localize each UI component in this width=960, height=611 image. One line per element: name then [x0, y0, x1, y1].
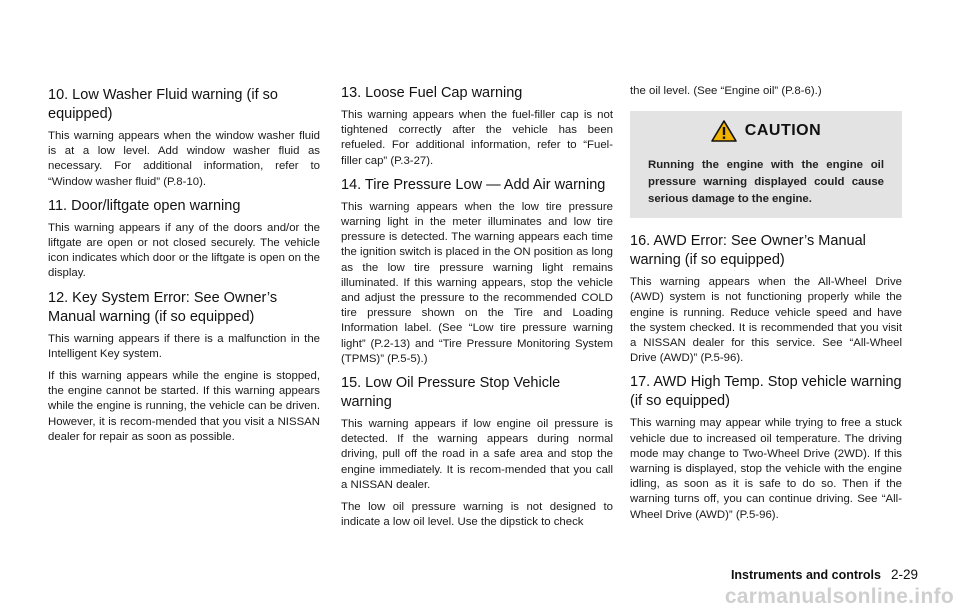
paragraph-16: This warning appears when the All-Wheel Drive (AWD) system is not functioning properly while the engine is running. Reduce vehicle speed and have the system checked. It is recommended that you visit a NISSAN dealer for this service. See “All-Wheel Drive (AWD)” (P.5-96).: [630, 276, 902, 365]
caution-header: [630, 111, 902, 151]
heading-11: 11. Door/liftgate open warning: [48, 197, 241, 214]
footer-section-title: Instruments and controls: [730, 568, 881, 582]
paragraph-10: This warning appears when the window washer fluid is at a low level. Add window washer fluid as necessary. For additional information, refer to “Window washer fluid” (P.8-10).: [48, 130, 320, 188]
heading-15: 15. Low Oil Pressure Stop Vehicle warning: [341, 375, 561, 411]
heading-10: 10. Low Washer Fluid warning (if so equipped): [48, 87, 278, 122]
paragraph-12b: If this warning appears while the engine is stopped, the engine cannot be started. If this warning appears while the engine is running, the vehicle can be driven. However, it is recom-mended that you visit a NISSAN dealer for repair as soon as possible.: [48, 370, 320, 443]
paragraph-17: This warning may appear while trying to free a stuck vehicle due to increased oil temperature. The driving mode may change to Two-Wheel Drive (2WD). If this warning is displayed, stop the vehicle with the engine idling, as soon as it is safe to do so. Then if the warning turns off, you can continue driving. See “All-Wheel Drive (AWD)” (P.5-96).: [630, 417, 902, 521]
column-2: [341, 84, 613, 537]
heading-13: 13. Loose Fuel Cap warning: [341, 85, 523, 101]
warning-triangle-icon: [711, 120, 737, 142]
continued-paragraph: the oil level. (See “Engine oil” (P.8-6).): [630, 85, 822, 97]
paragraph-15b: The low oil pressure warning is not designed to indicate a low oil level. Use the dipstick to check: [341, 501, 613, 529]
heading-14: 14. Tire Pressure Low — Add Air warning: [341, 176, 606, 193]
paragraph-13: This warning appears when the fuel-filler cap is not tightened correctly after the vehicle has been refueled. For additional information, refer to “Fuel-filler cap” (P.3-27).: [341, 109, 613, 167]
heading-12: 12. Key System Error: See Owner’s Manual warning (if so equipped): [48, 289, 278, 325]
heading-16: 16. AWD Error: See Owner’s Manual warning (if so equipped): [630, 233, 866, 269]
page-footer: [0, 567, 960, 582]
page-number: 2-29: [890, 567, 918, 582]
paragraph-15a: This warning appears if low engine oil pressure is detected. If the warning appears during normal driving, pull off the road in a safe area and stop the engine immediately. It is recom-mended that you call a NISSAN dealer.: [341, 418, 613, 491]
column-3: [630, 84, 902, 530]
caution-box: [630, 111, 902, 218]
paragraph-12a: This warning appears if there is a malfunction in the Intelligent Key system.: [48, 332, 320, 360]
column-1: [48, 84, 320, 452]
heading-17: 17. AWD High Temp. Stop vehicle warning (if so equipped): [630, 374, 902, 410]
caution-title: CAUTION: [744, 122, 822, 140]
paragraph-14: This warning appears when the low tire pressure warning light in the meter illuminates and low tire pressure is detected. The warning appears each time the ignition switch is placed in the ON position as long as the low tire pressure warning light remains illuminated. If this warning appears, stop the vehicle and adjust the pressure to the recommended COLD tire pressure shown on the Tire and Loading Information label. (See “Low tire pressure warning light” (P.2-13) and “Tire Pressure Monitoring System (TPMS)” (P.5-5).): [341, 200, 613, 365]
watermark: carmanualsonline.info: [724, 585, 954, 608]
paragraph-11: This warning appears if any of the doors and/or the liftgate are open or not closed securely. The vehicle icon indicates which door or the liftgate is open on the display.: [48, 221, 320, 280]
caution-text: Running the engine with the engine oil pressure warning displayed could cause serious damage to the engine.: [648, 159, 884, 206]
